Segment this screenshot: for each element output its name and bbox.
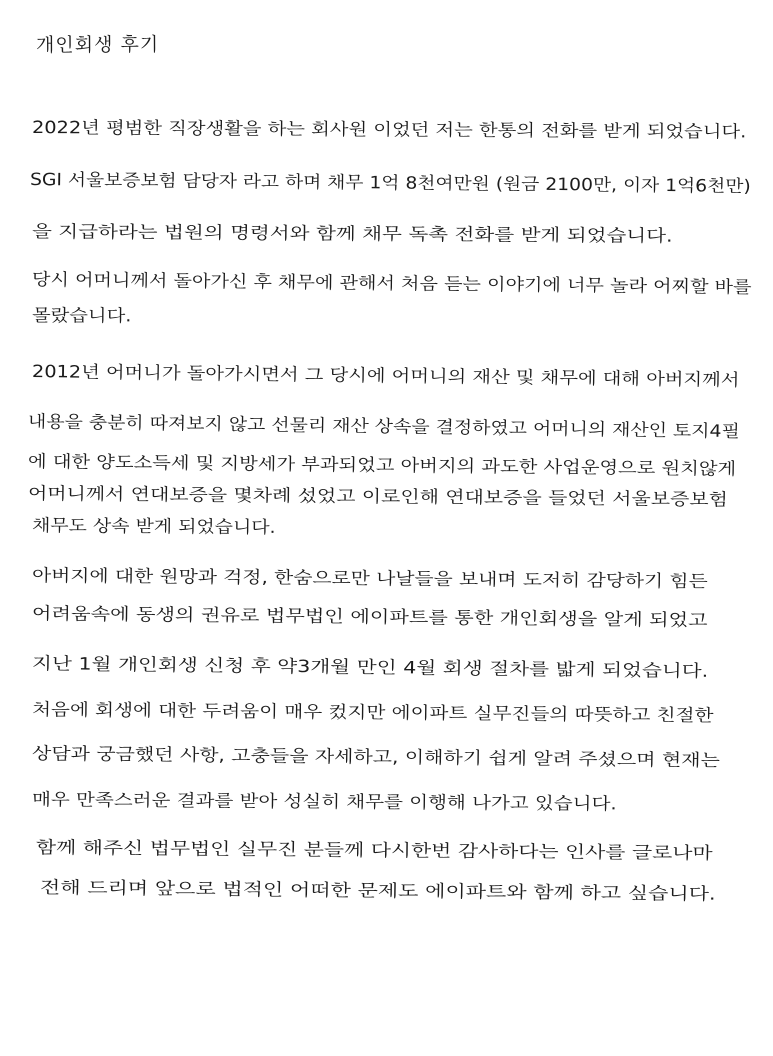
letter-line: 채무도 상속 받게 되었습니다.	[31, 516, 276, 538]
letter-line: 당시 어머니께서 돌아가신 후 채무에 관해서 처음 듣는 이야기에 너무 놀라 어찌할 바를	[31, 270, 752, 298]
letter-line: 2022년 평범한 직장생활을 하는 회사원 이었던 저는 한통의 전화를 받게 되었습니다.	[31, 118, 747, 143]
letter-line: 내용을 충분히 따져보지 않고 선물리 재산 상속을 결정하였고 어머니의 재산인 토지4필	[27, 412, 740, 443]
letter-line: 어려움속에 동생의 권유로 법무법인 에이파트를 통한 개인회생을 알게 되었고	[31, 604, 708, 631]
letter-line: 을 지급하라는 법원의 명령서와 함께 채무 독촉 전화를 받게 되었습니다.	[31, 222, 673, 247]
letter-line: 함께 해주신 법무법인 실무진 분들께 다시한번 감사하다는 인사를 글로나마	[35, 838, 713, 864]
letter-line: 매우 만족스러운 결과를 받아 성실히 채무를 이행해 나가고 있습니다.	[31, 790, 617, 815]
letter-line: SGI 서울보증보험 담당자 라고 하며 채무 1억 8천여만원 (원금 2100만, 이자 1억6천만)	[29, 170, 751, 197]
letter-line: 에 대한 양도소득세 및 지방세가 부과되었고 아버지의 과도한 사업운영으로 원치않게	[27, 452, 737, 480]
letter-line: 2012년 어머니가 돌아가시면서 그 당시에 어머니의 재산 및 채무에 대해 아버지께서	[31, 362, 740, 391]
letter-line: 전해 드리며 앞으로 법적인 어떠한 문제도 에이파트와 함께 하고 싶습니다.	[39, 878, 716, 905]
letter-line: 지난 1월 개인회생 신청 후 약3개월 만인 4월 회생 절차를 밟게 되었습니다.	[31, 654, 709, 682]
letter-line: 상담과 궁금했던 사항, 고충들을 자세하고, 이해하기 쉽게 알려 주셨으며 현재는	[31, 744, 720, 772]
letter-line: 몰랐습니다.	[31, 306, 132, 327]
letter-line: 아버지에 대한 원망과 걱정, 한숨으로만 나날들을 보내며 도저히 감당하기 힘든	[31, 566, 708, 593]
letter-line: 어머니께서 연대보증을 몇차례 섰었고 이로인해 연대보증을 들었던 서울보증보험	[27, 484, 729, 511]
letter-title: 개인회생 후기	[35, 33, 160, 57]
letter-line: 처음에 회생에 대한 두려움이 매우 컸지만 에이파트 실무진들의 따뜻하고 친절한	[31, 700, 714, 727]
